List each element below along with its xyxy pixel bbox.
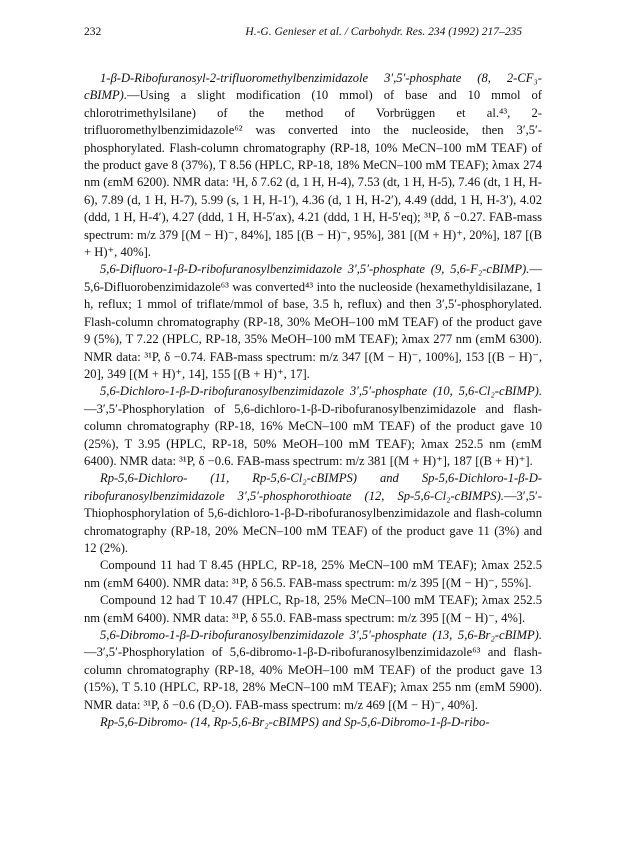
paragraph-compound-12-data [84, 592, 542, 627]
paragraph-text: —Using a slight modification (10 mmol) of base and 10 mmol of chlorotrimethylsilane) of the method of Vorbrüggen et al.⁴³, 2-trifluoromethylbenzimidazole⁶² was converted into the nucleoside, then 3′,5′-phosphorylated. Flash-column chromatography (RP-18, 10% MeCN–100 mM TEAF) of the product gave 8 (37%), T 8.56 (HPLC, RP-18, 18% MeCN–100 mM TEAF); λmax 274 nm (εmM 6200). NMR data: ¹H, δ 7.62 (d, 1 H, H-4), 7.53 (dt, 1 H, H-5), 7.46 (dt, 1 H, H-6), 7.89 (d, 1 H, H-7), 5.99 (s, 1 H, H-1′), 4.36 (d, 1 H, H-2′), 4.49 (ddd, 1 H, H-3′), 4.02 (ddd, 1 H, H-4′), 4.27 (ddd, 1 H, H-5′ax), 4.21 (ddd, 1 H, H-5′eq); ³¹P, δ −0.27. FAB-mass spectrum: m/z 379 [(M − H)⁻, 84%], 185 [(B − H)⁻, 95%], 381 [(M + H)⁺, 20%], 187 [(B + H)⁺, 40%]. [84, 88, 542, 260]
page-header [84, 26, 542, 38]
paragraph-text: Compound 11 had T 8.45 (HPLC, RP-18, 25% MeCN–100 mM TEAF); λmax 252.5 nm (εmM 6400). NMR data: ³¹P, δ 56.5. FAB-mass spectrum: m/z 395 [(M − H)⁻, 55%]. [84, 558, 542, 590]
compound-heading: Rp-5,6-Dichloro- (11, Rp-5,6-Cl₂-cBIMPS) and Sp-5,6-Dichloro-1-β-D-ribofuranosylbenzimidazole 3′,5′-phosphorothioate (12, Sp-5,6-Cl₂-cBIMPS). [84, 471, 542, 503]
paragraph-text: —5,6-Difluorobenzimidazole⁶³ was converted⁴³ into the nucleoside (hexamethyldisilazane, 1 h, reflux; 1 mmol of triflate/mmol of base, 3.5 h, reflux) and then 3′,5′-phosphorylated. Flash-column chromatography (RP-18, 30% MeOH–100 mM TEAF) of the product gave 9 (5%), T 7.22 (HPLC, RP-18, 35% MeOH–100 mM TEAF); λmax 277 nm (εmM 6300). NMR data: ³¹P, δ −0.74. FAB-mass spectrum: m/z 347 [(M − H)⁻, 100%], 153 [(B − H)⁻, 20], 349 [(M + H)⁺, 14], 155 [(B + H)⁺, 17]. [84, 262, 542, 381]
page-number: 232 [84, 26, 102, 38]
compound-heading: Rp-5,6-Dibromo- (14, Rp-5,6-Br₂-cBIMPS) and Sp-5,6-Dibromo-1-β-D-ribo- [100, 715, 490, 730]
paragraph-compound-8 [84, 70, 542, 261]
paragraph-text: —3′,5′-Phosphorylation of 5,6-dichloro-1-β-D-ribofuranosylbenzimidazole and flash-column chromatography (RP-18, 16% MeCN–100 mM TEAF) of the product gave 10 (25%), T 3.95 (HPLC, RP-18, 50% MeOH–100 mM TEAF); λmax 252.5 nm (εmM 6400). NMR data: ³¹P, δ −0.6. FAB-mass spectrum: m/z 381 [(M + H)⁺], 187 [(B + H)⁺]. [84, 401, 542, 468]
paragraph-compound-14 [84, 714, 542, 731]
paragraph-compound-11-data [84, 557, 542, 592]
experimental-text [84, 70, 542, 731]
compound-heading: 5,6-Dibromo-1-β-D-ribofuranosylbenzimidazole 3′,5′-phosphate (13, 5,6-Br₂-cBIMP). [100, 628, 542, 642]
compound-heading: 5,6-Dichloro-1-β-D-ribofuranosylbenzimidazole 3′,5′-phosphate (10, 5,6-Cl₂-cBIMP). [100, 384, 542, 399]
compound-heading: 5,6-Difluoro-1-β-D-ribofuranosylbenzimidazole 3′,5′-phosphate (9, 5,6-F₂-cBIMP). [100, 262, 530, 277]
paragraph-text: Compound 12 had T 10.47 (HPLC, Rp-18, 25% MeCN–100 mM TEAF); λmax 252.5 nm (εmM 6400). NMR data: ³¹P, δ 55.0. FAB-mass spectrum: m/z 395 [(M − H)⁻, 4%]. [84, 593, 542, 625]
paragraph-text: —3′,5′-Phosphorylation of 5,6-dibromo-1-β-D-ribofuranosylbenzimidazole⁶³ and flash-column chromatography (RP-18, 40% MeOH–100 mM TEAF) of the product gave 13 (15%), T 5.10 (HPLC, RP-18, 28% MeCN–100 mM TEAF); λmax 255 nm (εmM 5900). NMR data: ³¹P, δ −0.6 (D₂O). FAB-mass spectrum: m/z 469 [(M − H)⁻, 40%]. [84, 645, 542, 712]
running-title: H.-G. Genieser et al. / Carbohydr. Res. 234 (1992) 217–235 [245, 26, 522, 38]
paragraph-compound-13 [84, 627, 542, 714]
paragraph-text: —3′,5′-Thiophosphorylation of 5,6-dichloro-1-β-D-ribofuranosylbenzimidazole and flash-column chromatography (RP-18, 20% MeCN–100 mM TEAF) of the product gave 11 (3%) and 12 (2%). [84, 488, 542, 555]
compound-heading: 1-β-D-Ribofuranosyl-2-trifluoromethylbenzimidazole 3′,5′-phosphate (8, 2-CF₃-cBIMP). [84, 71, 542, 103]
paragraph-compounds-11-12 [84, 470, 542, 557]
paragraph-compound-9 [84, 261, 542, 383]
paragraph-compound-10 [84, 383, 542, 470]
